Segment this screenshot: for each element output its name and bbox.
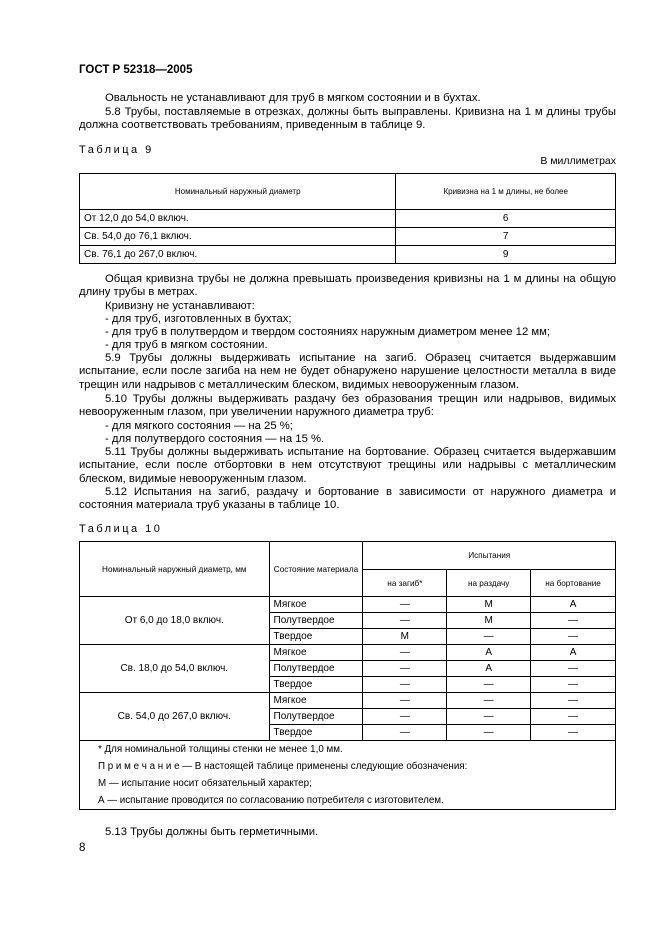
- table-10: [79, 541, 616, 810]
- table9-units: В миллиметрах: [540, 155, 616, 167]
- table9-cell: 7: [396, 228, 616, 246]
- table10-state-cell: Полутвердое: [269, 661, 363, 677]
- table10-cell: —: [363, 613, 447, 629]
- list-item: - для мягкого состояния — на 25 %;: [105, 420, 293, 432]
- table-9: [79, 173, 616, 264]
- table10-title: Таблица 10: [79, 523, 163, 535]
- table10-cell: М: [447, 613, 531, 629]
- table10-cell: —: [363, 709, 447, 725]
- table-row: [80, 693, 616, 709]
- table10-cell: —: [363, 725, 447, 741]
- table10-header-tests: Испытания: [363, 542, 616, 570]
- table10-cell: —: [363, 645, 447, 661]
- table10-cell: А: [531, 597, 616, 613]
- table10-cell: —: [447, 629, 531, 645]
- table9-cell: Св. 54,0 до 76,1 включ.: [80, 228, 396, 246]
- list-item: - для труб, изготовленных в бухтах;: [105, 313, 292, 325]
- table-footnote-row: [80, 758, 616, 775]
- table9-cell: Св. 76,1 до 267,0 включ.: [80, 246, 396, 264]
- table10-cell: —: [531, 725, 616, 741]
- table10-state-cell: Мягкое: [269, 645, 363, 661]
- table-row: [80, 228, 616, 246]
- table-footnote-row: [80, 792, 616, 810]
- paragraph-5-10: 5.10 Трубы должны выдерживать раздачу без образования трещин или надрывов, видимых невооруженным глазом, при увеличении наружного диаметра труб:: [79, 393, 616, 419]
- table10-footnote: * Для номинальной толщины стенки не менее 1,0 мм.: [80, 741, 616, 759]
- paragraph-ovality: Овальность не устанавливают для труб в мягком состоянии и в бухтах.: [105, 92, 481, 104]
- list-item: - для труб в полутвердом и твердом состояниях наружным диаметром менее 12 мм;: [105, 326, 551, 338]
- table10-header-expand: на раздачу: [447, 570, 531, 597]
- table10-state-cell: Полутвердое: [269, 709, 363, 725]
- paragraph-5-12: 5.12 Испытания на загиб, раздачу и бортование в зависимости от наружного диаметра и состояния материала труб указаны в таблице 10.: [79, 486, 616, 512]
- table10-cell: —: [447, 709, 531, 725]
- table10-note-m: М — испытание носит обязательный характер;: [80, 775, 616, 792]
- table10-note-a: А — испытание проводится по согласованию потребителя с изготовителем.: [80, 792, 616, 810]
- table10-cell: —: [363, 597, 447, 613]
- table10-cell: —: [363, 677, 447, 693]
- table9-header-diameter: Номинальный наружный диаметр: [80, 174, 396, 210]
- table10-state-cell: Твердое: [269, 725, 363, 741]
- table-footnote-row: [80, 775, 616, 792]
- table10-cell: М: [447, 597, 531, 613]
- table10-diameter-cell: От 6,0 до 18,0 включ.: [80, 597, 270, 645]
- table10-cell: —: [531, 629, 616, 645]
- table10-header-flange: на бортование: [531, 570, 616, 597]
- table10-state-cell: Мягкое: [269, 597, 363, 613]
- table9-header-curvature: Кривизна на 1 м длины, не более: [396, 174, 616, 210]
- table10-header-state: Состояние материала: [269, 542, 363, 597]
- table10-cell: —: [447, 693, 531, 709]
- table10-header-diameter: Номинальный наружный диаметр, мм: [80, 542, 270, 597]
- table10-cell: М: [363, 629, 447, 645]
- table-row: [80, 246, 616, 264]
- table10-cell: А: [447, 645, 531, 661]
- table10-cell: —: [447, 725, 531, 741]
- table10-cell: —: [363, 693, 447, 709]
- list-item: - для полутвердого состояния — на 15 %.: [105, 433, 325, 445]
- table10-state-cell: Твердое: [269, 629, 363, 645]
- table10-state-cell: Полутвердое: [269, 613, 363, 629]
- table10-diameter-cell: Св. 18,0 до 54,0 включ.: [80, 645, 270, 693]
- list-item: - для труб в мягком состоянии.: [105, 339, 268, 351]
- table9-cell: 6: [396, 210, 616, 228]
- table9-cell: От 12,0 до 54,0 включ.: [80, 210, 396, 228]
- table10-cell: —: [531, 693, 616, 709]
- paragraph-curvature-exceptions: Кривизну не устанавливают:: [105, 300, 255, 312]
- table10-header-bend: на загиб*: [363, 570, 447, 597]
- table10-note: П р и м е ч а н и е — В настоящей таблице применены следующие обозначения:: [80, 758, 616, 775]
- table-row: [80, 597, 616, 613]
- table10-cell: —: [531, 613, 616, 629]
- table10-state-cell: Мягкое: [269, 693, 363, 709]
- table10-cell: —: [447, 677, 531, 693]
- table10-cell: —: [531, 677, 616, 693]
- paragraph-5-9: 5.9 Трубы должны выдерживать испытание на загиб. Образец считается выдержавшим испытание, если после загиба на нем не будет обнаружено нарушение целостности металла в виде трещин или надрывов с металлическим блеском, видимых невооруженным глазом.: [79, 352, 616, 391]
- table10-cell: А: [447, 661, 531, 677]
- table-footnote-row: [80, 741, 616, 759]
- document-header: ГОСТ Р 52318—2005: [79, 64, 193, 76]
- paragraph-5-8: 5.8 Трубы, поставляемые в отрезках, должны быть выправлены. Кривизна на 1 м длины трубы должна соответствовать требованиям, приведенным в таблице 9.: [79, 106, 616, 132]
- table10-diameter-cell: Св. 54,0 до 267,0 включ.: [80, 693, 270, 741]
- table10-cell: —: [531, 661, 616, 677]
- paragraph-total-curvature: Общая кривизна трубы не должна превышать произведения кривизны на 1 м длины на общую длину трубы в метрах.: [79, 273, 616, 299]
- table9-cell: 9: [396, 246, 616, 264]
- page-number: 8: [79, 842, 86, 854]
- table10-state-cell: Твердое: [269, 677, 363, 693]
- table10-cell: —: [363, 661, 447, 677]
- paragraph-5-11: 5.11 Трубы должны выдерживать испытание на бортование. Образец считается выдержавшим испытание, если после отбортовки в нем отсутствуют трещины или надрывы с металлическим блеском, видимые невооруженным глазом.: [79, 446, 616, 485]
- table-row: [80, 645, 616, 661]
- table-row: [80, 210, 616, 228]
- paragraph-5-13: 5.13 Трубы должны быть герметичными.: [105, 826, 319, 838]
- table9-title: Таблица 9: [79, 144, 154, 156]
- table10-cell: А: [531, 645, 616, 661]
- table10-cell: —: [531, 709, 616, 725]
